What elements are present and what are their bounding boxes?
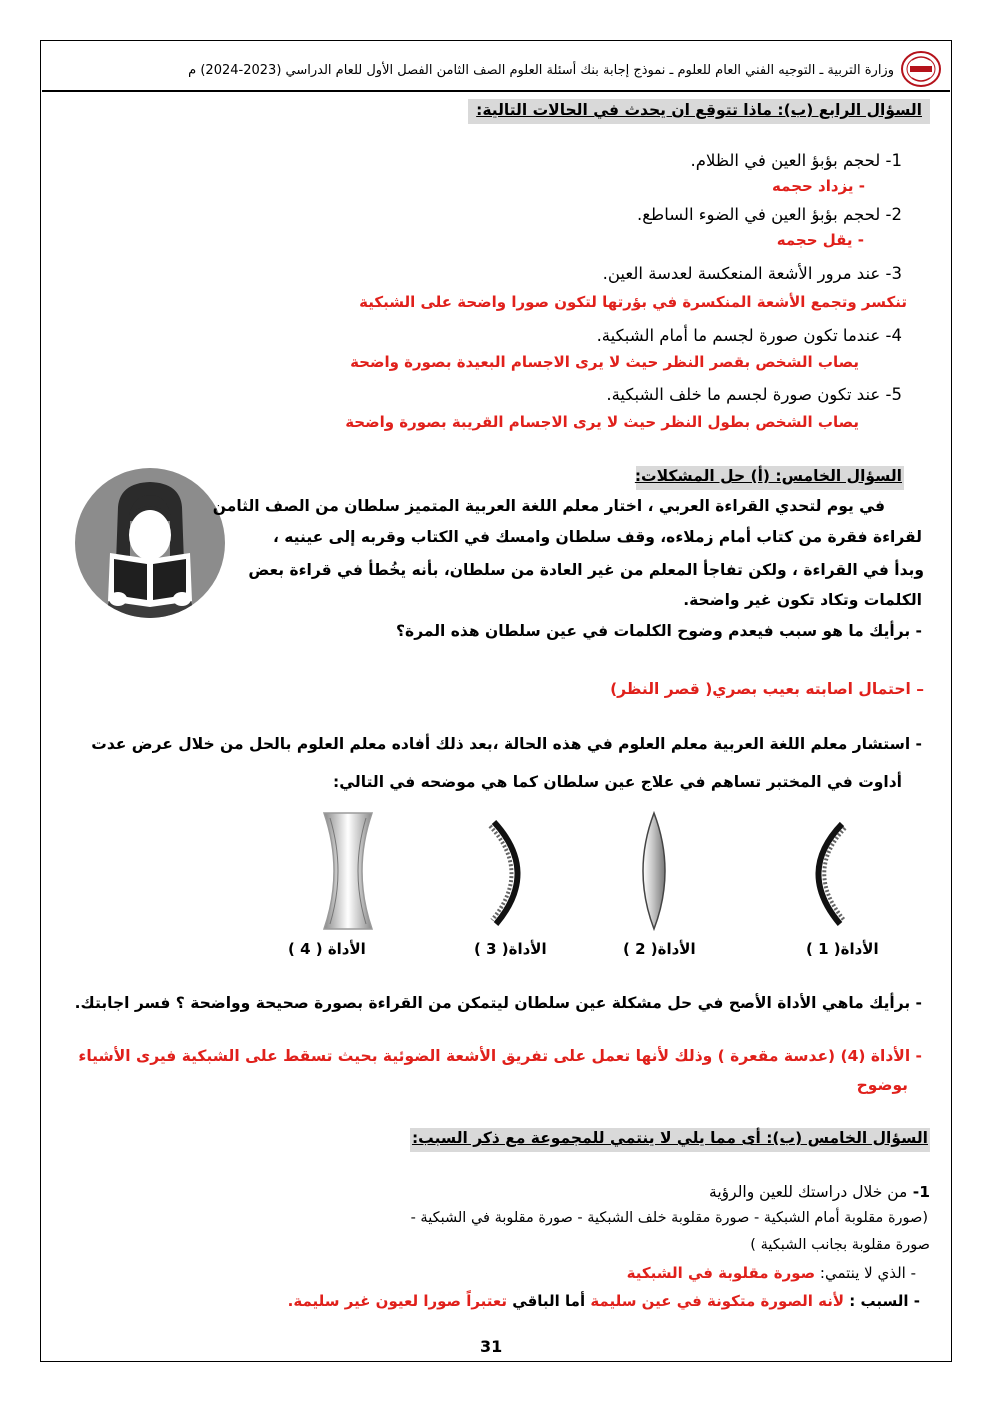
q5a-answer-2-line-2: بوضوح [856,1076,908,1094]
q5a-answer-1: – احتمال اصابته بعيب بصري( قصر النظر) [610,680,924,698]
q4-item-3 [603,264,902,283]
q5b-options-line-2: صورة مقلوبة بجانب الشبكية ) [750,1237,930,1253]
convex-lens-icon [632,810,676,932]
page-number: 31 [480,1337,503,1356]
q4-item-4 [597,326,902,345]
q5a-para-line-1: في يوم لتحدي القراءة العربي ، اختار معلم اللغة العربية المتميز سلطان من الصف الثامن [212,497,885,515]
q4-answer-3: تنكسر وتجمع الأشعة المنكسرة في بؤرتها لتكون صورا واضحة على الشبكية [359,293,907,311]
q5a-consult-line-1: - استشار معلم اللغة العربية معلم العلوم في هذه الحالة ،بعد ذلك أفاده معلم العلوم بالحل من خلال عرض عدت [91,735,922,753]
q5b-odd-label: - الذي لا ينتمي: [815,1264,916,1282]
q4-item-2-text: لحجم بؤبؤ العين في الضوء الساطع. [637,205,881,224]
q4-item-5 [606,385,902,404]
q4-answer-1: - يزداد حجمه [772,177,865,195]
q4-item-5-text: عند تكون صورة لجسم ما خلف الشبكية. [606,385,881,404]
q4-answer-4: يصاب الشخص بقصر النظر حيث لا يرى الاجسام البعيدة بصورة واضحة [350,353,859,371]
q5b-reason-part-1: لأنه الصورة متكونة في عين سليمة [590,1292,845,1310]
q4-item-1-text: لحجم بؤبؤ العين في الظلام. [690,151,881,170]
concave-mirror-icon [790,820,850,928]
q5a-title: السؤال الخامس: (أ) حل المشكلات: [634,467,902,485]
q5a-consult-line-2: أداوت في المختبر تساهم في علاج عين سلطان كما هي موضحه في التالي: [333,773,902,791]
q5a-para-line-3: وبدأ في القراءة ، ولكن تفاجأ المعلم من غير العادة من سلطان، بأنه يخُطأ في قراءة بعض [248,561,924,579]
concave-lens-icon [320,810,376,932]
q5b-reason-part-2: أما الباقي [507,1292,591,1310]
q4-answer-5: يصاب الشخص بطول النظر حيث لا يرى الاجسام القريبة بصورة واضحة [345,413,859,431]
q5b-item-1 [709,1183,930,1201]
q5b-reason-part-3: تعتبراً صورا لعيون غير سليمة. [287,1292,508,1310]
q5b-reason-label: - السبب : [844,1292,920,1310]
tool-label-2: الأداة( 2 ) [623,940,696,958]
q5a-question-2: - برأيك ماهي الأداة الأصح في حل مشكلة عين سلطان ليتمكن من القراءة بصورة صحيحة وواضحة ؟ فسر اجابتك. [74,994,922,1012]
ministry-seal-icon [900,50,942,88]
q5b-odd-answer: صورة مقلوبة في الشبكية [626,1264,816,1282]
q5a-question-1: - برأيك ما هو سبب فيعدم وضوح الكلمات في عين سلطان هذه المرة؟ [396,622,922,640]
tool-label-4: الأداة ( 4 ) [288,940,366,958]
q4-item-4-text: عندما تكون صورة لجسم ما أمام الشبكية. [596,326,881,345]
student-reading-book-icon [74,467,226,619]
header-divider [42,90,950,92]
q4-title: السؤال الرابع (ب): ماذا تتوقع ان يحدث في الحالات التالية: [476,101,922,119]
q5b-item-1-text: من خلال دراستك للعين والرؤية [709,1183,908,1201]
q5b-item-1-num: 1- [912,1183,930,1201]
q4-item-2 [637,205,902,224]
q5b-options-line-1: (صورة مقلوبة أمام الشبكية - صورة مقلوبة خلف الشبكية - صورة مقلوبة في الشبكية - [410,1210,928,1226]
q4-item-2-num: 2- [885,205,902,224]
q4-answer-2: - يقل حجمه [776,231,864,249]
tool-label-3: الأداة( 3 ) [474,940,547,958]
q4-item-1 [691,151,902,170]
q5a-para-line-2: لقراءة فقرة من كتاب أمام زملاءه، وقف سلطان وامسك في الكتاب وقربه إلى عينيه ، [272,528,922,546]
q5a-answer-2-line-1: - الأداة (4) (عدسة مقعرة ) وذلك لأنها تعمل على تفريق الأشعة الضوئية بحيث تسقط على الشبكية فيرى الأشياء [78,1047,922,1065]
header-text: وزارة التربية ـ التوجيه الفني العام للعلوم ـ نموذج إجابة بنك أسئلة العلوم الصف الثامن الفصل الأول للعام الدراسي (2023-2024) م [188,63,894,78]
q4-item-1-num: 1- [885,151,902,170]
q5a-para-line-4: الكلمات وتكاد تكون غير واضحة. [683,591,922,609]
q4-item-4-num: 4- [885,326,902,345]
q4-item-5-num: 5- [885,385,902,404]
q4-item-3-text: عند مرور الأشعة المنعكسة لعدسة العين. [602,264,881,283]
q4-item-3-num: 3- [885,264,902,283]
q5b-title: السؤال الخامس (ب): أى مما يلي لا ينتمي للمجموعة مع ذكر السبب: [411,1129,928,1147]
q5b-odd-row [627,1264,916,1282]
convex-mirror-icon [486,818,544,928]
tool-label-1: الأداة( 1 ) [806,940,879,958]
q5b-reason-row [288,1292,920,1310]
